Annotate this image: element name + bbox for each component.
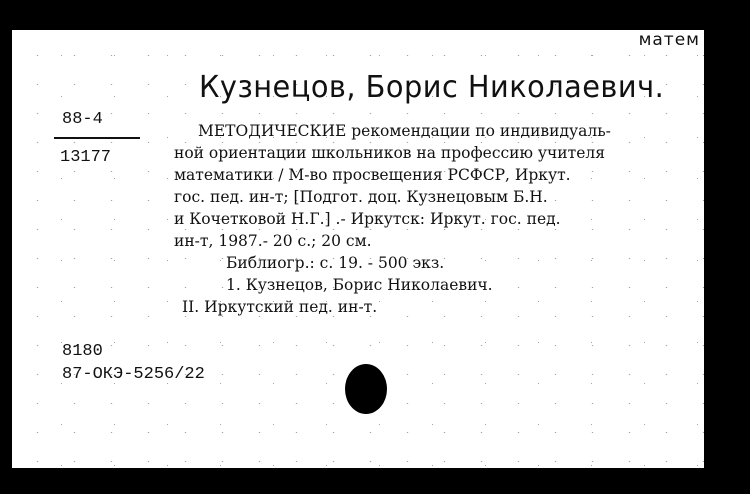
handwritten-author-heading: Кузнецов, Борис Николаевич. — [199, 70, 665, 105]
corner-note: матем — [638, 30, 700, 50]
subject-entry-2: II. Иркутский пед. ин-т. — [182, 298, 378, 316]
punch-hole — [345, 364, 387, 414]
bibliographic-description — [174, 120, 611, 318]
shelf-mark-bottom: 13177 — [60, 148, 112, 167]
subject-entry-1: 1. Кузнецов, Борис Николаевич. — [226, 276, 493, 294]
description-line: ин-т, 1987.- 20 с.; 20 см. — [174, 232, 372, 250]
description-line: математики / М-во просвещения РСФСР, Иркут. — [174, 166, 571, 184]
bibliography-note: Библиогр.: с. 19. - 500 экз. — [226, 254, 445, 272]
card-code-1: 8180 — [62, 342, 103, 361]
catalog-card — [12, 30, 704, 468]
card-code-2: 87-ОКЭ-5256/22 — [62, 365, 205, 384]
description-line: гос. пед. ин-т; [Подгот. доц. Кузнецовым Б.Н. — [174, 188, 548, 206]
description-line: ной ориентации школьников на профессию учителя — [174, 144, 606, 162]
shelf-mark-top: 88-4 — [62, 110, 103, 129]
description-line: и Кочетковой Н.Г.] .- Иркутск: Иркут. гос. пед. — [174, 210, 561, 228]
description-line: МЕТОДИЧЕСКИЕ рекомендации по индивидуаль- — [198, 122, 611, 140]
shelf-mark-divider — [54, 137, 140, 139]
